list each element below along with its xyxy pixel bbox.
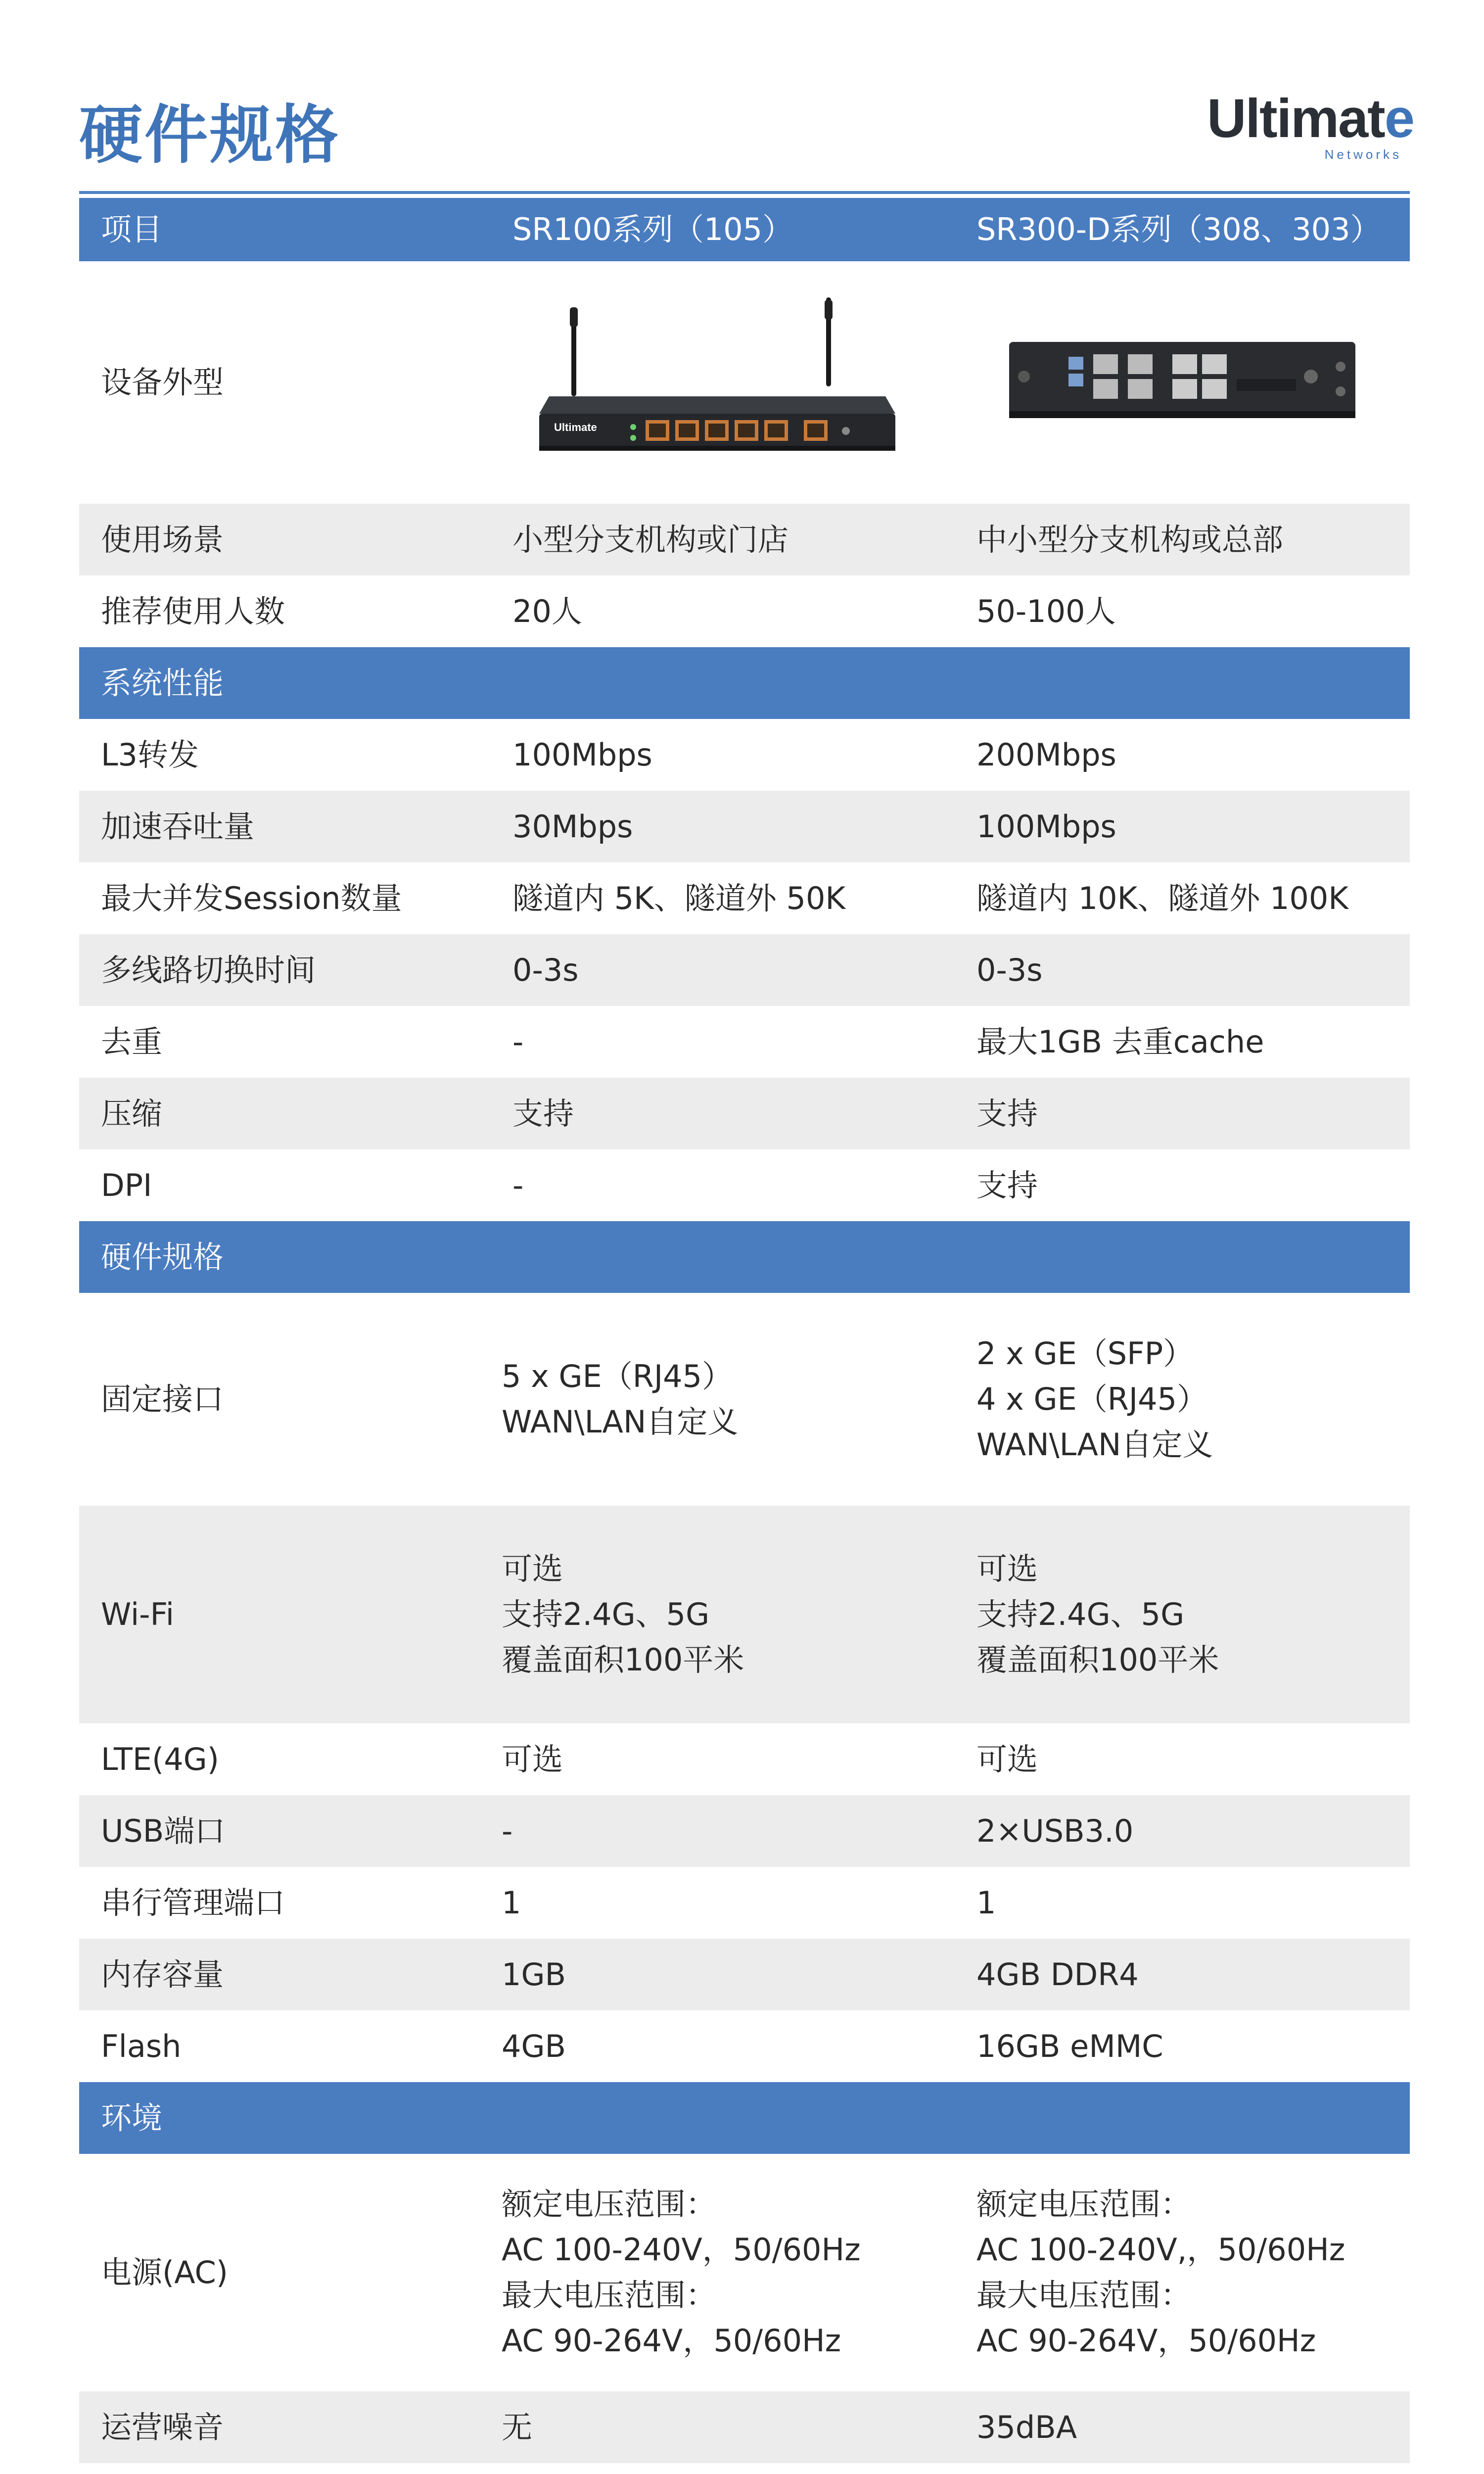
sr100-value: 30Mbps xyxy=(480,791,955,862)
sr300-value: 中小型分支机构或总部 xyxy=(955,504,1410,575)
sr300-value: 1 xyxy=(955,1867,1410,1939)
row-label: 设备外型 xyxy=(79,261,480,504)
table-row-serial xyxy=(79,1867,1410,1939)
sr300-value: 隧道内 10K、隧道外 100K xyxy=(955,862,1410,934)
sr300-device-image xyxy=(955,261,1410,504)
table-row-users xyxy=(79,575,1410,647)
sr100-value: 5 x GE（RJ45） WAN\LAN自定义 xyxy=(480,1293,955,1506)
table-row-humidity xyxy=(79,2463,1410,2474)
logo-wordmark xyxy=(1207,88,1415,149)
sr100-value: 隧道内 5K、隧道外 50K xyxy=(480,862,955,934)
sr300-router-icon xyxy=(1004,322,1360,431)
svg-text:Ultimate: Ultimate xyxy=(554,421,597,433)
sr300-value: 支持 xyxy=(955,1149,1410,1221)
row-label: 最大并发Session数量 xyxy=(79,862,480,934)
table-row-dedup xyxy=(79,1006,1410,1078)
sr300-value: 16GB eMMC xyxy=(955,2010,1410,2082)
sr100-value: 小型分支机构或门店 xyxy=(480,504,955,575)
row-label: 加速吞吐量 xyxy=(79,791,480,862)
sr100-value: 1 xyxy=(480,1867,955,1939)
row-label: Flash xyxy=(79,2010,480,2082)
table-row-lte xyxy=(79,1723,1410,1795)
sr300-value: 100Mbps xyxy=(955,791,1410,862)
header-divider xyxy=(79,191,1410,194)
sr100-value: 4GB xyxy=(480,2010,955,2082)
sr100-value: - xyxy=(480,1006,955,1078)
sr100-value: 无 xyxy=(480,2391,955,2463)
company-logo xyxy=(1207,88,1415,166)
row-label: 电源(AC) xyxy=(79,2154,480,2391)
sr300-value: 2×USB3.0 xyxy=(955,1795,1410,1867)
row-label: Wi-Fi xyxy=(79,1506,480,1723)
row-label: 使用场景 xyxy=(79,504,480,575)
sr300-value: 可选 xyxy=(955,1723,1410,1795)
logo-text-accent: e xyxy=(1384,88,1414,149)
table-row-ports xyxy=(79,1293,1410,1506)
table-row-memory xyxy=(79,1939,1410,2010)
sr100-value: 可选 xyxy=(480,1723,955,1795)
sr100-value: 0-3s xyxy=(480,934,955,1006)
sr100-router-icon xyxy=(529,297,905,456)
sr300-value: 最大1GB 去重cache xyxy=(955,1006,1410,1078)
sr100-value: - xyxy=(480,1149,955,1221)
sr300-value: 额定电压范围： AC 100-240V,，50/60Hz 最大电压范围： AC 90-264V，50/60Hz xyxy=(955,2154,1410,2391)
logo-subtitle: Networks xyxy=(1324,147,1402,162)
sr100-device-image xyxy=(480,261,955,504)
row-label: 固定接口 xyxy=(79,1293,480,1506)
row-label: 串行管理端口 xyxy=(79,1867,480,1939)
row-label: L3转发 xyxy=(79,719,480,791)
sr100-value: 20人 xyxy=(480,575,955,647)
row-label: 推荐使用人数 xyxy=(79,575,480,647)
logo-text-main: Ultimat xyxy=(1207,88,1385,149)
table-row-usb xyxy=(79,1795,1410,1867)
row-label: 去重 xyxy=(79,1006,480,1078)
table-row-flash xyxy=(79,2010,1410,2082)
table-row-scene xyxy=(79,504,1410,575)
section-header-hardware xyxy=(79,1221,1410,1293)
sr300-value: 0-3s xyxy=(955,934,1410,1006)
table-row-session xyxy=(79,862,1410,934)
sr300-value: 2 x GE（SFP） 4 x GE（RJ45） WAN\LAN自定义 xyxy=(955,1293,1410,1506)
sr100-value: 可选 支持2.4G、5G 覆盖面积100平米 xyxy=(480,1506,955,1723)
table-row-dpi xyxy=(79,1149,1410,1221)
table-row-noise xyxy=(79,2391,1410,2463)
sr300-value: 支持 xyxy=(955,1078,1410,1149)
sr100-value xyxy=(480,2463,955,2474)
row-label: LTE(4G) xyxy=(79,1723,480,1795)
row-label: 运营噪音 xyxy=(79,2391,480,2463)
table-row-power xyxy=(79,2154,1410,2391)
page-title: 硬件规格 xyxy=(79,98,341,172)
sr300-value: 可选 支持2.4G、5G 覆盖面积100平米 xyxy=(955,1506,1410,1723)
row-label: 多线路切换时间 xyxy=(79,934,480,1006)
spec-table xyxy=(79,198,1410,2474)
row-label xyxy=(79,2463,480,2474)
section-header-performance xyxy=(79,647,1410,719)
sr100-value: 额定电压范围： AC 100-240V，50/60Hz 最大电压范围： AC 90-264V，50/60Hz xyxy=(480,2154,955,2391)
sr100-value: - xyxy=(480,1795,955,1867)
table-header-row xyxy=(79,198,1410,261)
section-title: 系统性能 xyxy=(79,647,1410,719)
row-label: 压缩 xyxy=(79,1078,480,1149)
section-title: 硬件规格 xyxy=(79,1221,1410,1293)
column-header-sr100: SR100系列（105） xyxy=(480,198,955,261)
column-header-item: 项目 xyxy=(79,198,480,261)
sr100-value: 支持 xyxy=(480,1078,955,1149)
table-row-device xyxy=(79,261,1410,504)
section-title: 环境 xyxy=(79,2082,1410,2154)
sr100-value: 100Mbps xyxy=(480,719,955,791)
sr300-value: 35dBA xyxy=(955,2391,1410,2463)
table-row-l3 xyxy=(79,719,1410,791)
sr300-value xyxy=(955,2463,1410,2474)
sr300-value: 4GB DDR4 xyxy=(955,1939,1410,2010)
sr100-value: 1GB xyxy=(480,1939,955,2010)
sr300-value: 50-100人 xyxy=(955,575,1410,647)
table-row-accel xyxy=(79,791,1410,862)
section-header-environment xyxy=(79,2082,1410,2154)
row-label: 内存容量 xyxy=(79,1939,480,2010)
table-row-switch xyxy=(79,934,1410,1006)
sr300-value: 200Mbps xyxy=(955,719,1410,791)
table-row-compress xyxy=(79,1078,1410,1149)
column-header-sr300: SR300-D系列（308、303） xyxy=(955,198,1410,261)
table-row-wifi xyxy=(79,1506,1410,1723)
row-label: USB端口 xyxy=(79,1795,480,1867)
row-label: DPI xyxy=(79,1149,480,1221)
